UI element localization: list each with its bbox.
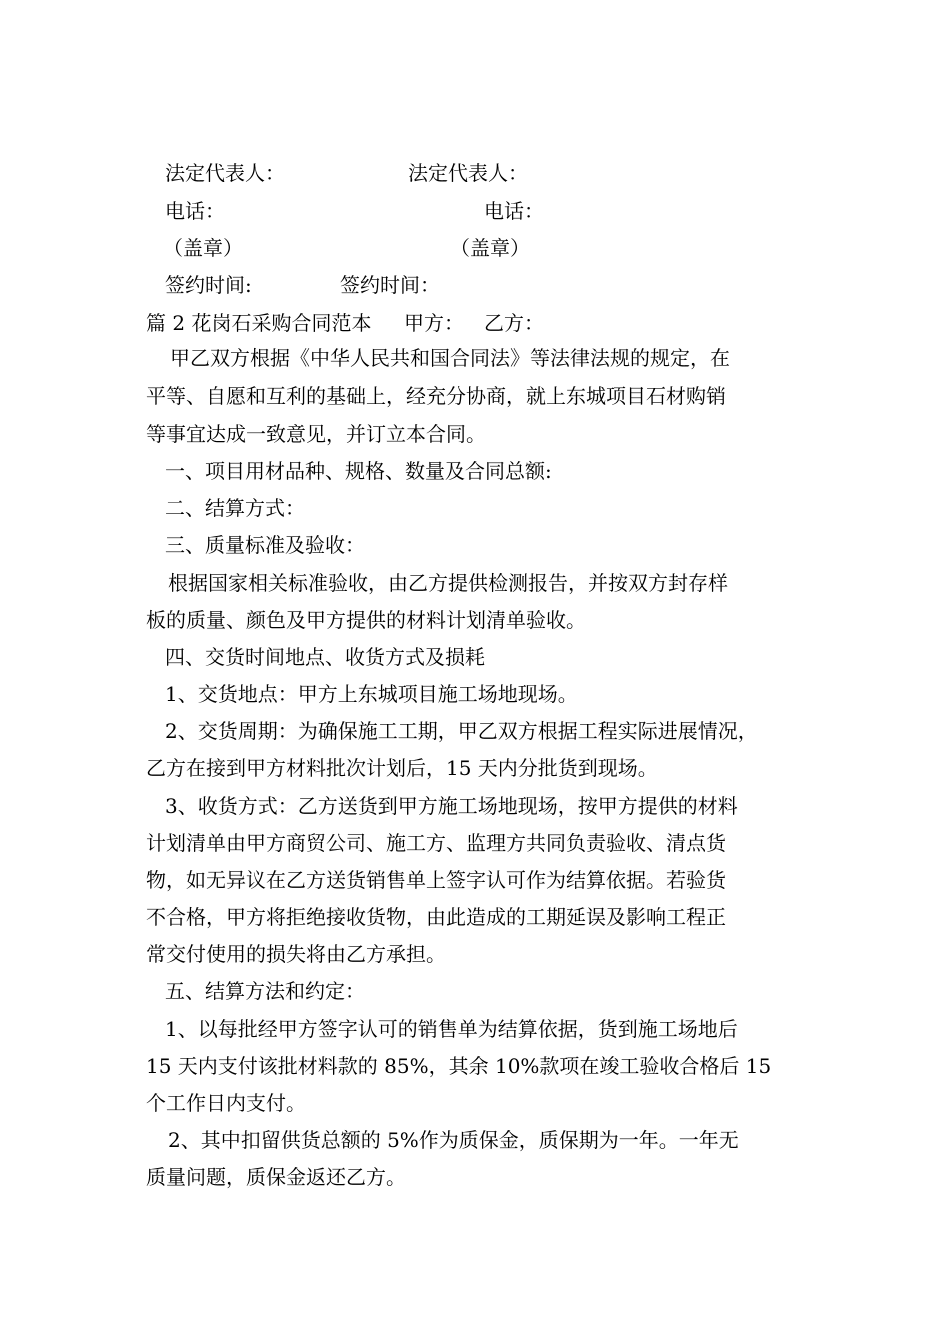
section-heading: 三、质量标准及验收： xyxy=(165,533,365,557)
party-b-label: 乙方： xyxy=(484,311,544,335)
body-line: 3、收货方式：乙方送货到甲方施工场地现场，按甲方提供的材料 xyxy=(165,794,738,818)
party-b-seal-label: （盖章） xyxy=(450,236,530,260)
section-heading: 一、项目用材品种、规格、数量及合同总额: xyxy=(165,459,552,483)
body-line: 质量问题，质保金返还乙方。 xyxy=(146,1165,406,1189)
section-heading: 四、交货时间地点、收货方式及损耗 xyxy=(165,645,485,669)
body-line: 1、交货地点：甲方上东城项目施工场地现场。 xyxy=(165,682,578,706)
body-line: 板的质量、颜色及甲方提供的材料计划清单验收。 xyxy=(146,608,586,632)
party-a-label: 甲方： xyxy=(404,311,464,335)
section-heading: 二、结算方式： xyxy=(165,496,305,520)
body-line: 平等、自愿和互利的基础上，经充分协商，就上东城项目石材购销 xyxy=(146,384,726,408)
party-b-date-label: 签约时间： xyxy=(340,273,440,297)
body-line: 2、其中扣留供货总额的 5%作为质保金，质保期为一年。一年无 xyxy=(168,1128,739,1152)
body-line: 等事宜达成一致意见，并订立本合同。 xyxy=(146,422,486,446)
body-line: 计划清单由甲方商贸公司、施工方、监理方共同负责验收、清点货 xyxy=(146,831,726,855)
party-b-representative-label: 法定代表人： xyxy=(408,161,528,185)
party-a-phone-label: 电话： xyxy=(165,199,225,223)
body-line: 不合格，甲方将拒绝接收货物，由此造成的工期延误及影响工程正 xyxy=(146,905,726,929)
party-a-date-label: 签约时间: xyxy=(165,273,252,297)
body-line: 2、交货周期：为确保施工工期，甲乙双方根据工程实际进展情况， xyxy=(165,719,758,743)
party-b-phone-label: 电话： xyxy=(484,199,544,223)
body-line: 常交付使用的损失将由乙方承担。 xyxy=(146,942,446,966)
body-line: 1、以每批经甲方签字认可的销售单为结算依据，货到施工场地后 xyxy=(165,1017,738,1041)
section-heading: 五、结算方法和约定： xyxy=(165,979,365,1003)
body-line: 个工作日内支付。 xyxy=(146,1091,306,1115)
party-a-representative-label: 法定代表人： xyxy=(165,161,285,185)
contract-title: 篇 2 花岗石采购合同范本 xyxy=(146,311,372,335)
body-line: 物，如无异议在乙方送货销售单上签字认可作为结算依据。若验货 xyxy=(146,868,726,892)
body-line: 15 天内支付该批材料款的 85%，其余 10%款项在竣工验收合格后 15 xyxy=(146,1054,772,1078)
body-line: 甲乙双方根据《中华人民共和国合同法》等法律法规的规定，在 xyxy=(170,346,730,370)
body-line: 乙方在接到甲方材料批次计划后，15 天内分批货到现场。 xyxy=(146,756,658,780)
body-line: 根据国家相关标准验收，由乙方提供检测报告，并按双方封存样 xyxy=(168,571,728,595)
party-a-seal-label: （盖章） xyxy=(163,236,243,260)
